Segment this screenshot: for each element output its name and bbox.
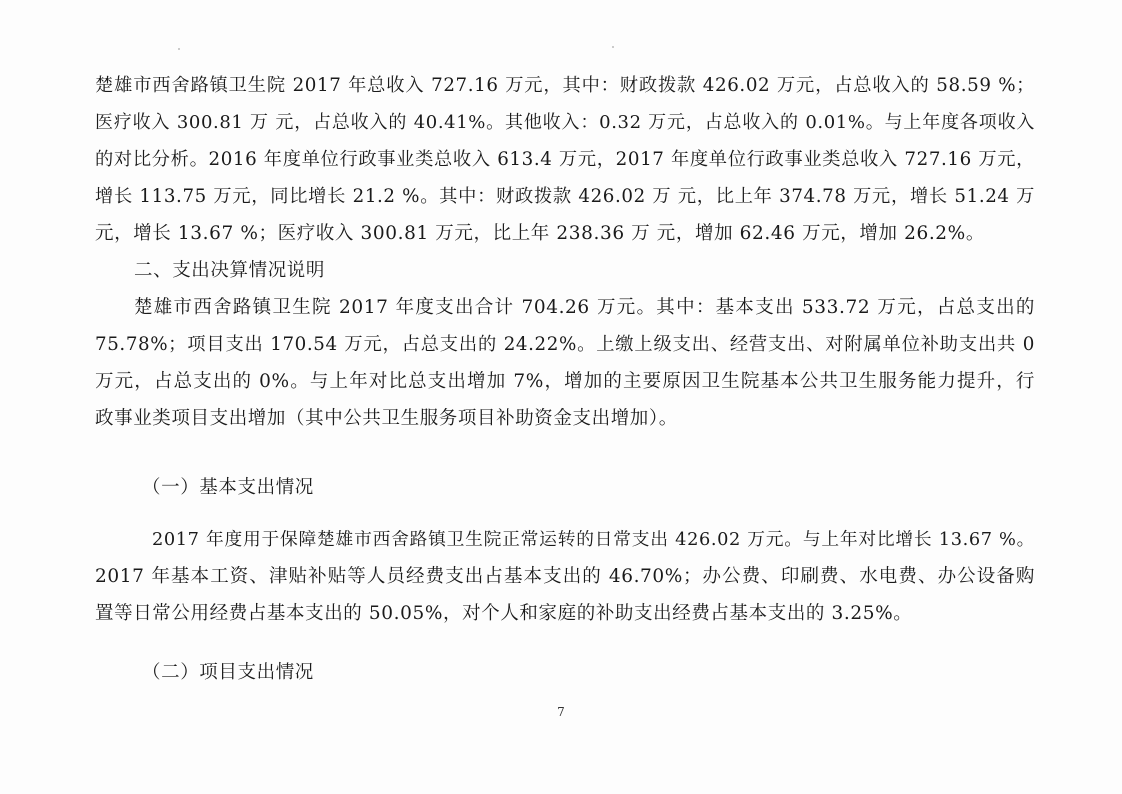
expense-line-4: 政事业类项目支出增加（其中公共卫生服务项目补助资金支出增加）。 [95,408,678,429]
scan-speck [178,48,180,50]
income-line-1: 楚雄市西舍路镇卫生院 2017 年总收入 727.16 万元，其中：财政拨款 426.02 万元，占总收入的 58.59 %； [95,75,1035,96]
scan-speck [612,46,614,48]
subsection-heading-project: （二）项目支出情况 [142,662,314,683]
income-line-3: 的对比分析。2016 年度单位行政事业类总收入 613.4 万元，2017 年度单位行政事业类总收入 727.16 万元， [95,149,1035,170]
basic-line-2: 2017 年基本工资、津贴补贴等人员经费支出占基本支出的 46.70%；办公费、印刷费、水电费、办公设备购 [95,566,1035,587]
basic-line-1: 2017 年度用于保障楚雄市西舍路镇卫生院正常运转的日常支出 426.02 万元。与上年对比增长 13.67 %。 [152,530,1035,550]
expense-line-1: 楚雄市西舍路镇卫生院 2017 年度支出合计 704.26 万元。其中：基本支出 533.72 万元，占总支出的 [134,297,1035,318]
income-line-2: 医疗收入 300.81 万 元，占总收入的 40.41%。其他收入：0.32 万元，占总收入的 0.01%。与上年度各项收入 [95,112,1035,133]
section-heading-expense: 二、支出决算情况说明 [134,260,326,281]
income-line-4: 增长 113.75 万元，同比增长 21.2 %。其中：财政拨款 426.02 万 元，比上年 374.78 万元，增长 51.24 万 [95,186,1035,207]
basic-line-3: 置等日常公用经费占基本支出的 50.05%，对个人和家庭的补助支出经费占基本支出的 3.25%。 [95,603,913,624]
expense-line-2: 75.78%；项目支出 170.54 万元，占总支出的 24.22%。上缴上级支出、经营支出、对附属单位补助支出共 0 [95,334,1035,355]
expense-line-3: 万元，占总支出的 0%。与上年对比总支出增加 7%，增加的主要原因卫生院基本公共卫生服务能力提升，行 [95,371,1035,392]
income-line-5: 元，增长 13.67 %；医疗收入 300.81 万元，比上年 238.36 万 元，增加 62.46 万元，增加 26.2%。 [95,223,985,244]
subsection-heading-basic: （一）基本支出情况 [142,477,314,498]
page-number: 7 [557,705,565,719]
